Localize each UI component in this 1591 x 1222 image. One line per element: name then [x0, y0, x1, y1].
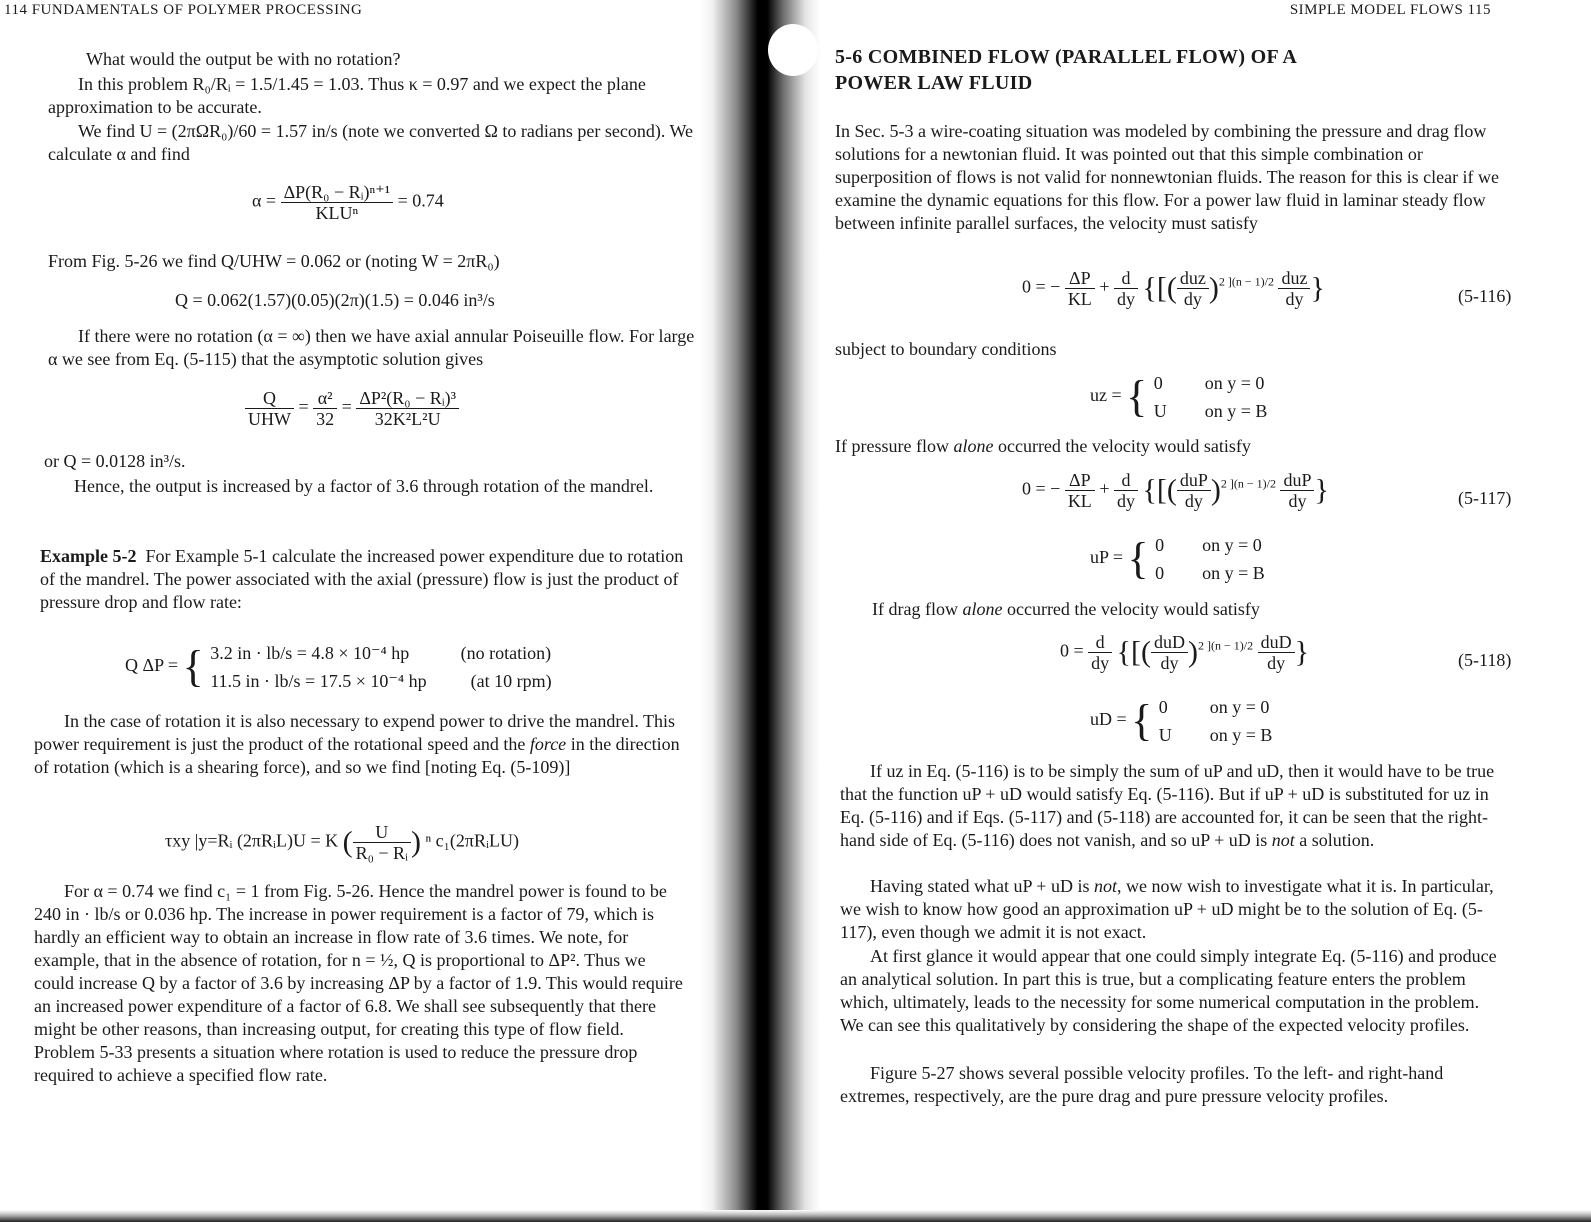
left-brace-icon: {[( [1116, 635, 1152, 669]
eq118-exponent: 2 ](n − 1)/2 [1198, 638, 1254, 653]
eq-tau-num: U [353, 822, 411, 843]
left-paren-icon: ( [342, 825, 353, 859]
right-brace-icon: } [1310, 271, 1325, 305]
eq-asym-f1-num: Q [245, 388, 294, 409]
right-para-6 [840, 875, 1506, 944]
equation-5-118 [1060, 632, 1309, 673]
eq-power-row1-note: (no rotation) [460, 643, 552, 663]
para6-not-italic: not [1093, 876, 1117, 896]
left-brace-icon: { [182, 642, 204, 691]
eq116-d-den: dy [1116, 289, 1135, 309]
eq117-inner-den: dy [1184, 491, 1203, 511]
eq117-fraction-dp [1065, 470, 1095, 511]
eq-power-lhs: Q ΔP = [125, 655, 179, 676]
eq118-inner-den: dy [1160, 653, 1179, 673]
left-brace-icon: {[( [1142, 271, 1177, 305]
eq116-fraction-tail [1278, 268, 1310, 309]
right-paren-icon: ) [411, 825, 421, 859]
left-page [0, 0, 720, 1222]
bc2-row2-cond: on y = B [1202, 563, 1265, 583]
bc3-row2-val: U [1158, 725, 1172, 745]
bc3-row1-cond: on y = 0 [1209, 697, 1270, 717]
bc2-row2-val: 0 [1155, 563, 1165, 583]
bc1-lhs: uz = [1090, 385, 1122, 406]
eq118-tail-num: duD [1258, 632, 1295, 653]
para8-part-b: in the direction of rotation (which is a shearing force), and so we find [noting Eq. (5-109)] [34, 734, 680, 777]
para5-part-a: If uz in Eq. (5-116) is to be simply the sum of uP and uD, then it would have to be true that the function uP + uD would satisfy Eq. (5-116). But if uP + uD is substituted for uz in Eq. (5-116) and if Eqs. (5-117) and (5-118) are accounted for, it can be seen that the right-hand side of Eq. (5-116) does not vanish, and so uP + uD is [840, 761, 1495, 850]
section-title-line-1: 5-6 COMBINED FLOW (PARALLEL FLOW) OF A [835, 46, 1298, 68]
eq116-fraction-dp [1065, 268, 1095, 309]
example-text: For Example 5-1 calculate the increased power expenditure due to rotation of the mandrel. The power associated with the axial (pressure) flow is just the product of pressure drop and flow rate: [40, 546, 684, 612]
eq-asym-f3-num: ΔP²(R₀ − Rᵢ)³ [356, 388, 459, 409]
eq117-f1-num: ΔP [1065, 470, 1095, 491]
equation-number-5-118: (5-118) [1458, 650, 1512, 670]
right-paren-icon: ) [1208, 271, 1219, 305]
eq117-d-num: d [1114, 470, 1138, 491]
bc1-row2-cond: on y = B [1204, 401, 1268, 421]
eq116-f1-num: ΔP [1065, 268, 1095, 289]
equation-alpha [252, 182, 444, 223]
equation-number-5-117: (5-117) [1458, 488, 1512, 508]
eq118-fraction-tail [1258, 632, 1295, 673]
bc-row [1154, 398, 1280, 424]
left-para-8 [34, 710, 690, 779]
boundary-conditions-uz [1090, 368, 1281, 426]
eq117-d-den: dy [1116, 491, 1135, 511]
equation-asymptotic: $\frac{Q}{\text{UHW}}$ = $\frac{\text{α²}}{32}$ = $\frac{\text{ΔP²(R₀ − Rᵢ)³}}{\text{32K²L²U}}$ [245, 388, 459, 429]
example-label: Example 5-2 [40, 546, 137, 566]
left-brace-icon: { [1127, 534, 1149, 583]
example-5-2 [40, 545, 690, 614]
para3-alone-italic: alone [953, 436, 994, 456]
eq118-fraction-inner [1151, 632, 1188, 673]
left-para-3: We find U = (2πΩR₀)/60 = 1.57 in/s (note we converted Ω to radians per second). We calculate α and find [48, 121, 694, 164]
eq-tau-lhs: τxy |y=Rᵢ (2πRᵢL)U = K [165, 830, 339, 851]
equation-q: Q = 0.062(1.57)(0.05)(2π)(1.5) = 0.046 in³/s [175, 290, 495, 310]
para6-part-a: Having stated what uP + uD is [870, 876, 1094, 896]
bc2-row1-cond: on y = 0 [1202, 535, 1262, 555]
left-para-9: For α = 0.74 we find c₁ = 1 from Fig. 5-26. Hence the mandrel power is found to be 240 in · lb/s or 0.036 hp. The increase in power requirement is a factor of 79, which is hardly an efficient way to obtain an increase in flow rate of 3.6 times. We note, for example, that in the absence of rotation, for n = ½, Q is proportional to ΔP². Thus we could increase Q by a factor of 3.6 by increasing ΔP by a factor of 1.9. This would require an increased power expenditure of a factor of 6.8. We shall see subsequently that there might be other reasons, than increasing output, for creating this type of flow field. Problem 5-33 presents a situation where rotation is used to reduce the pressure drop required to achieve a specified flow rate. [34, 881, 683, 1085]
right-brace-icon: } [1294, 635, 1310, 669]
eq-alpha-numerator: ΔP(R₀ − Rᵢ)ⁿ⁺¹ [281, 182, 394, 203]
eq116-fraction-inner [1177, 268, 1209, 309]
eq118-fraction-d [1088, 632, 1112, 673]
eq-asym-f1-den: UHW [248, 409, 291, 429]
equation-number-5-116: (5-116) [1458, 286, 1512, 306]
eq117-f1-den: KL [1067, 491, 1092, 511]
eq117-fraction-inner [1177, 470, 1211, 511]
bc3-cases [1157, 692, 1287, 750]
left-running-head: 114 FUNDAMENTALS OF POLYMER PROCESSING [4, 2, 363, 18]
bc3-lhs: uD = [1090, 709, 1127, 730]
eq-power-row2-note: (at 10 rpm) [470, 671, 552, 691]
bc-row [1159, 694, 1285, 720]
boundary-conditions-ud [1090, 692, 1286, 750]
para6-part-b: , we now wish to investigate what it is. In particular, we wish to know how good an approximation uP + uD might be to the solution of Eq. (5-117), even though we admit it is not exact. [840, 876, 1494, 942]
eq-alpha-rhs: = 0.74 [397, 190, 444, 211]
eq116-tail-num: duz [1278, 268, 1310, 289]
eq117-exponent: 2 ](n − 1)/2 [1220, 476, 1276, 491]
eq-alpha-fraction [281, 182, 394, 223]
right-para-3 [835, 435, 1503, 458]
eq-alpha-lhs: α = [252, 190, 277, 211]
left-para-5: If there were no rotation (α = ∞) then we have axial annular Poiseuille flow. For large α we see from Eq. (5-115) that the asymptotic solution gives [48, 326, 695, 369]
boundary-conditions-up [1090, 530, 1279, 588]
eq-asym-fraction-1 [245, 388, 294, 429]
eq116-tail-den: dy [1285, 289, 1304, 309]
para3-part-a: If pressure flow [835, 436, 954, 456]
eq118-d-den: dy [1091, 653, 1110, 673]
bc3-row2-cond: on y = B [1209, 725, 1273, 745]
eq-tau-fraction [353, 822, 411, 863]
eq117-lhs: 0 = − [1022, 478, 1061, 499]
eq116-f1-den: KL [1067, 289, 1092, 309]
eq117-plus: + [1099, 478, 1110, 499]
eq-tau-den: R₀ − Rᵢ [355, 843, 408, 863]
right-paren-icon: ) [1188, 635, 1199, 669]
eq-asym-f3-den: 32K²L²U [374, 409, 441, 429]
bc1-cases [1152, 368, 1282, 426]
para3-part-b: occurred the velocity would satisfy [993, 436, 1251, 456]
eq117-inner-num: duP [1177, 470, 1211, 491]
bc-row [1155, 560, 1277, 586]
eq-asym-f2-num: α² [313, 388, 337, 409]
eq116-inner-num: duz [1177, 268, 1209, 289]
question-text: What would the output be with no rotation? [86, 49, 401, 69]
eq-asym-fraction-3 [356, 388, 459, 429]
right-para-8: Figure 5-27 shows several possible velocity profiles. To the left- and right-hand extremes, respectively, are the pure drag and pure pressure velocity profiles. [840, 1063, 1444, 1106]
right-para-5 [840, 760, 1506, 852]
eq117-fraction-d [1114, 470, 1138, 511]
para4-alone-italic: alone [962, 599, 1003, 619]
bc1-row1-val: 0 [1153, 373, 1163, 393]
bc2-cases [1153, 530, 1279, 588]
bc3-row1-val: 0 [1158, 697, 1168, 717]
left-para-6: or Q = 0.0128 in³/s. [44, 451, 186, 471]
bc2-row1-val: 0 [1155, 535, 1165, 555]
right-para-1: In Sec. 5-3 a wire-coating situation was modeled by combining the pressure and drag flow solutions for a newtonian fluid. It was pointed out that this simple combination or superposition of flows is not valid for nonnewtonian fluids. The reason for this is clear if we examine the dynamic equations for this flow. For a power law fluid in laminar steady flow between infinite parallel surfaces, the velocity must satisfy [835, 121, 1500, 233]
eq116-plus: + [1099, 276, 1110, 297]
eq-asym-f2-den: 32 [316, 409, 335, 429]
equation-5-116 [1022, 268, 1325, 309]
eq116-lhs: 0 = − [1022, 276, 1061, 297]
para4-part-b: occurred the velocity would satisfy [1002, 599, 1260, 619]
left-para-4: From Fig. 5-26 we find Q/UHW = 0.062 or (noting W = 2πR₀) [48, 251, 500, 271]
left-brace-icon: {[( [1142, 473, 1177, 507]
eq118-d-num: d [1088, 632, 1112, 653]
section-title-line-2: POWER LAW FLUID [835, 72, 1033, 94]
right-para-4 [872, 598, 1502, 621]
para4-part-a: If drag flow [872, 599, 963, 619]
bc2-lhs: uP = [1090, 547, 1123, 568]
section-title [835, 44, 1297, 96]
eq-tau-rhs: ⁿ c₁(2πRᵢLU) [425, 830, 519, 851]
eq118-inner-num: duD [1151, 632, 1188, 653]
bc-row [1155, 532, 1277, 558]
eq117-fraction-tail [1280, 470, 1314, 511]
right-para-2: subject to boundary conditions [835, 339, 1057, 359]
eq-power-row [210, 668, 563, 694]
left-brace-icon: { [1126, 372, 1148, 421]
eq116-fraction-d [1114, 268, 1138, 309]
eq-alpha-denominator: KLUⁿ [315, 203, 359, 223]
equation-5-117 [1022, 470, 1329, 511]
eq117-tail-num: duP [1280, 470, 1314, 491]
eq118-lhs: 0 = [1060, 640, 1084, 661]
bc1-row1-cond: on y = 0 [1204, 373, 1265, 393]
equation-power [125, 638, 566, 696]
eq-power-row1-val: 3.2 in · lb/s = 4.8 × 10⁻⁴ hp [210, 643, 410, 663]
eq118-tail-den: dy [1267, 653, 1286, 673]
para8-force-italic: force [529, 734, 567, 754]
left-para-1 [48, 48, 698, 71]
left-brace-icon: { [1131, 696, 1153, 745]
eq-power-row [210, 640, 563, 666]
right-brace-icon: } [1314, 473, 1329, 507]
eq117-tail-den: dy [1288, 491, 1307, 511]
eq116-inner-den: dy [1183, 289, 1202, 309]
eq-power-row2-val: 11.5 in · lb/s = 17.5 × 10⁻⁴ hp [210, 671, 427, 691]
eq116-d-num: d [1114, 268, 1138, 289]
eq116-exponent: 2 ](n − 1)/2 [1218, 274, 1274, 289]
eq-asym-fraction-2 [313, 388, 337, 429]
equation-tau [165, 822, 519, 863]
right-paren-icon: ) [1210, 473, 1221, 507]
left-para-7: Hence, the output is increased by a factor of 3.6 through rotation of the mandrel. [74, 476, 654, 496]
bc-row [1159, 722, 1285, 748]
eq-power-cases [208, 638, 565, 696]
bottom-scan-edge [0, 1210, 1591, 1222]
left-para-2: In this problem R₀/Rᵢ = 1.5/1.45 = 1.03. Thus κ = 0.97 and we expect the plane approximation to be accurate. [48, 74, 646, 117]
para5-not-italic: not [1271, 830, 1295, 850]
bc1-row2-val: U [1153, 401, 1167, 421]
bc-row [1154, 370, 1280, 396]
right-running-head: SIMPLE MODEL FLOWS 115 [1289, 2, 1491, 18]
para8-part-a: In the case of rotation it is also necessary to expend power to drive the mandrel. This power requirement is just the product of the rotational speed and the [34, 711, 675, 754]
para5-part-b: a solution. [1294, 830, 1375, 850]
right-para-7: At first glance it would appear that one could simply integrate Eq. (5-116) and produce an analytical solution. In part this is true, but a complicating feature enters the problem which, ultimately, leads to the necessity for some numerical computation in the problem. We can see this qualitatively by considering the shape of the expected velocity profiles. [840, 946, 1497, 1035]
